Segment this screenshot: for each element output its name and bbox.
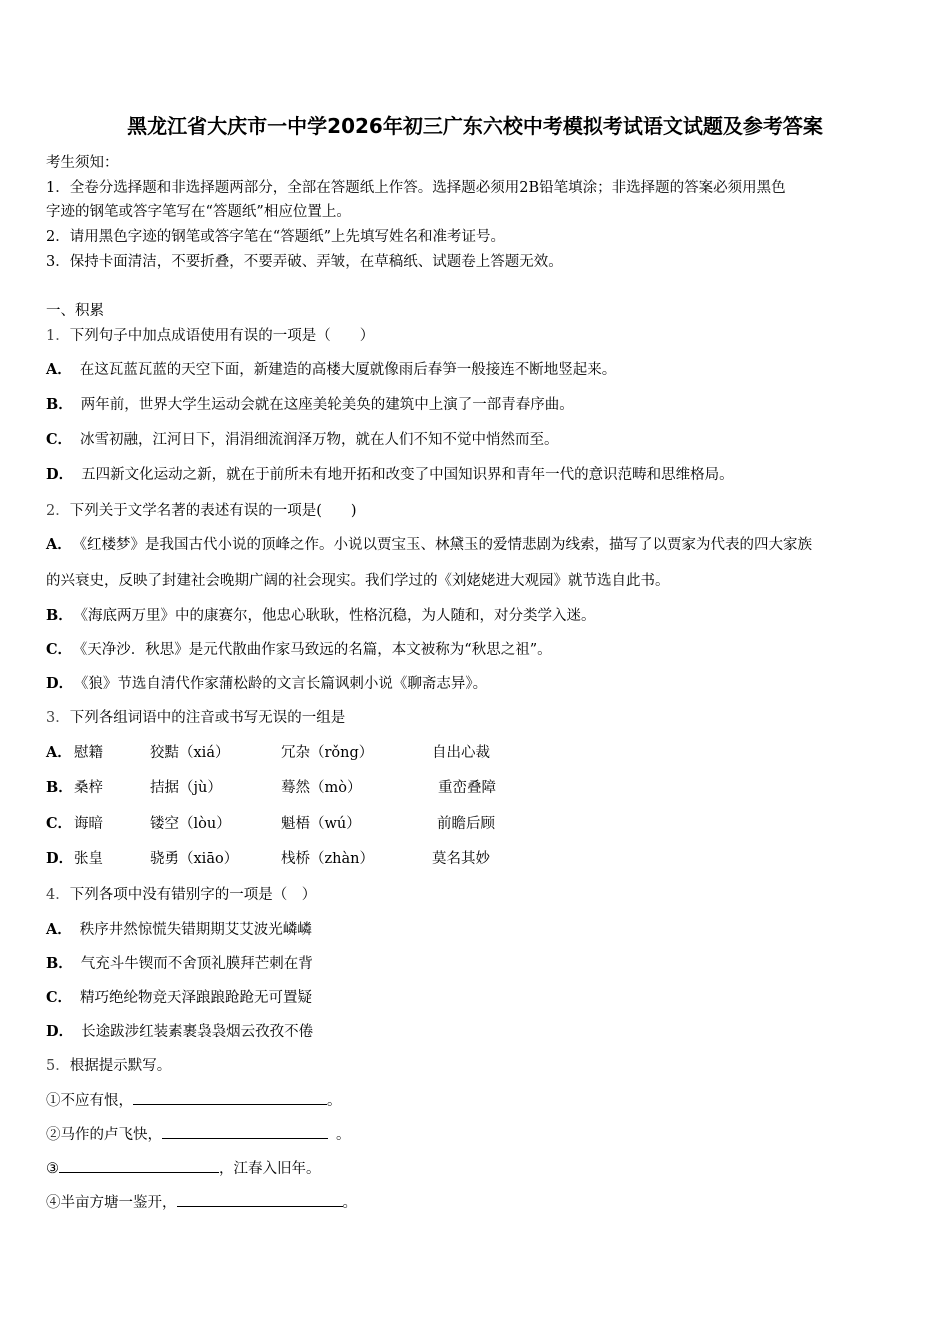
word-cell: 拮据（jù） bbox=[150, 780, 222, 796]
fill-suffix: 。 bbox=[342, 1195, 357, 1211]
option-text: 精巧绝纶物竞天泽踉踉跄跄无可置疑 bbox=[80, 990, 313, 1006]
question-number: 4． bbox=[46, 887, 70, 903]
option-text: 在这瓦蓝瓦蓝的天空下面，新建造的高楼大厦就像雨后春笋一般接连不断地竖起来。 bbox=[79, 362, 617, 378]
option-text: 气充斗牛锲而不舍顶礼膜拜芒刺在背 bbox=[80, 956, 313, 972]
q1-option-a[interactable] bbox=[46, 360, 616, 380]
q4-option-c[interactable] bbox=[46, 988, 312, 1008]
notice-item: 3．保持卡面清洁，不要折叠，不要弄破、弄皱，在草稿纸、试题卷上答题无效。 bbox=[46, 254, 563, 270]
fill-suffix: ，江春入旧年。 bbox=[219, 1161, 321, 1177]
question-number: 5． bbox=[46, 1058, 70, 1074]
fill-item-4 bbox=[46, 1192, 357, 1213]
notice-item: 字迹的钢笔或答字笔写在“答题纸”相应位置上。 bbox=[46, 204, 351, 220]
option-label: D． bbox=[46, 1023, 74, 1040]
question-stem: 下列各项中没有错别字的一项是（ ） bbox=[69, 887, 317, 903]
word-cell: 狡黠（xiá） bbox=[150, 745, 230, 761]
word-cell: 冗杂（rǒng） bbox=[281, 745, 374, 761]
option-label: D． bbox=[46, 850, 74, 867]
word-cell: 自出心裁 bbox=[432, 745, 490, 761]
q1-option-c[interactable] bbox=[46, 430, 559, 450]
option-text: 五四新文化运动之新，就在于前所未有地开拓和改变了中国知识界和青年一代的意识范畴和思维格局。 bbox=[81, 467, 734, 483]
fill-prompt: ①不应有恨， bbox=[46, 1093, 133, 1109]
option-label: B． bbox=[46, 955, 73, 972]
q2-option-d[interactable] bbox=[46, 674, 487, 694]
word-cell: 镂空（lòu） bbox=[150, 816, 231, 832]
question-1 bbox=[46, 326, 374, 346]
word-cell: 魁梧（wú） bbox=[281, 816, 361, 832]
fill-item-3 bbox=[46, 1158, 321, 1179]
option-text: 《红楼梦》是我国古代小说的顶峰之作。小说以贾宝玉、林黛玉的爱情悲剧为线索，描写了以贾家为代表的四大家族 bbox=[79, 537, 813, 553]
word-cell: 桑梓 bbox=[74, 780, 103, 796]
q4-option-d[interactable] bbox=[46, 1022, 313, 1042]
question-4 bbox=[46, 885, 316, 905]
question-stem: 下列关于文学名著的表述有误的一项是( ) bbox=[69, 503, 357, 519]
question-number: 2． bbox=[46, 503, 70, 519]
question-stem: 根据提示默写。 bbox=[69, 1058, 172, 1074]
word-cell: 莫名其妙 bbox=[432, 851, 490, 867]
option-label: B． bbox=[46, 779, 73, 796]
fill-prompt: ②马作的卢飞快， bbox=[46, 1127, 162, 1143]
option-label: C． bbox=[46, 431, 73, 448]
q2-option-c[interactable] bbox=[46, 640, 552, 660]
fill-suffix: 。 bbox=[336, 1127, 351, 1143]
question-3 bbox=[46, 708, 345, 728]
option-text: 《狼》节选自清代作家蒲松龄的文言长篇讽刺小说《聊斋志异》。 bbox=[81, 676, 488, 692]
question-stem: 下列句子中加点成语使用有误的一项是（ ） bbox=[69, 328, 375, 344]
fill-prompt: ③ bbox=[46, 1161, 59, 1177]
word-cell: 蓦然（mò） bbox=[281, 780, 362, 796]
q2-option-b[interactable] bbox=[46, 606, 596, 626]
fill-prompt: ④半亩方塘一鉴开， bbox=[46, 1195, 177, 1211]
q4-option-a[interactable] bbox=[46, 920, 312, 940]
option-text: 《天净沙．秋思》是元代散曲作家马致远的名篇，本文被称为“秋思之祖”。 bbox=[80, 642, 552, 658]
question-2 bbox=[46, 501, 357, 521]
fill-item-2 bbox=[46, 1124, 351, 1145]
notice-item: 1．全卷分选择题和非选择题两部分，全部在答题纸上作答。选择题必须用2B铅笔填涂；非选择题的答案必须用黑色 bbox=[46, 180, 786, 196]
question-number: 1． bbox=[46, 328, 70, 344]
fill-suffix: 。 bbox=[327, 1093, 342, 1109]
option-text: 两年前，世界大学生运动会就在这座美轮美奂的建筑中上演了一部青春序曲。 bbox=[80, 397, 574, 413]
q2-option-a-cont: 的兴衰史，反映了封建社会晚期广阔的社会现实。我们学过的《刘姥姥进大观园》就节选自此书。 bbox=[46, 573, 670, 589]
option-label: D． bbox=[46, 675, 74, 692]
option-label: C． bbox=[46, 989, 73, 1006]
page-title: 黑龙江省大庆市一中学2026年初三广东六校中考模拟考试语文试题及参考答案 bbox=[127, 114, 823, 138]
option-text: 冰雪初融，江河日下，涓涓细流润泽万物，就在人们不知不觉中悄然而至。 bbox=[80, 432, 559, 448]
notice-heading: 考生须知： bbox=[46, 155, 119, 171]
option-label: B． bbox=[46, 396, 73, 413]
option-label: A． bbox=[46, 361, 72, 378]
question-5 bbox=[46, 1056, 171, 1076]
q1-option-b[interactable] bbox=[46, 395, 574, 415]
word-cell: 张皇 bbox=[74, 851, 103, 867]
option-label: A． bbox=[46, 536, 72, 553]
option-label: A． bbox=[46, 921, 72, 938]
fill-item-1 bbox=[46, 1090, 342, 1111]
word-cell: 栈桥（zhàn） bbox=[281, 851, 374, 867]
section-heading: 一、积累 bbox=[46, 303, 104, 319]
word-cell: 慰籍 bbox=[74, 745, 103, 761]
answer-blank[interactable] bbox=[59, 1158, 219, 1173]
word-cell: 诲暗 bbox=[74, 816, 103, 832]
option-label: D． bbox=[46, 466, 74, 483]
option-text: 长途跋涉红装素裹袅袅烟云孜孜不倦 bbox=[81, 1024, 314, 1040]
question-stem: 下列各组词语中的注音或书写无误的一组是 bbox=[69, 710, 346, 726]
word-cell: 重峦叠障 bbox=[438, 780, 496, 796]
q4-option-b[interactable] bbox=[46, 954, 313, 974]
option-label: C． bbox=[46, 641, 73, 658]
notice-item: 2．请用黑色字迹的钢笔或答字笔在“答题纸”上先填写姓名和准考证号。 bbox=[46, 229, 506, 245]
question-number: 3． bbox=[46, 710, 70, 726]
option-label: C． bbox=[46, 815, 73, 832]
answer-blank[interactable] bbox=[133, 1090, 327, 1105]
q1-option-d[interactable] bbox=[46, 465, 734, 485]
option-text: 秩序井然惊慌失错期期艾艾波光嶙嶙 bbox=[79, 922, 312, 938]
option-label: B． bbox=[46, 607, 73, 624]
answer-blank[interactable] bbox=[162, 1124, 328, 1139]
word-cell: 骁勇（xiāo） bbox=[150, 851, 239, 867]
option-text: 《海底两万里》中的康赛尔，他忠心耿耿，性格沉稳，为人随和，对分类学入迷。 bbox=[80, 608, 596, 624]
option-label: A． bbox=[46, 744, 72, 761]
q2-option-a[interactable] bbox=[46, 535, 812, 555]
answer-blank[interactable] bbox=[177, 1192, 343, 1207]
word-cell: 前瞻后顾 bbox=[437, 816, 495, 832]
